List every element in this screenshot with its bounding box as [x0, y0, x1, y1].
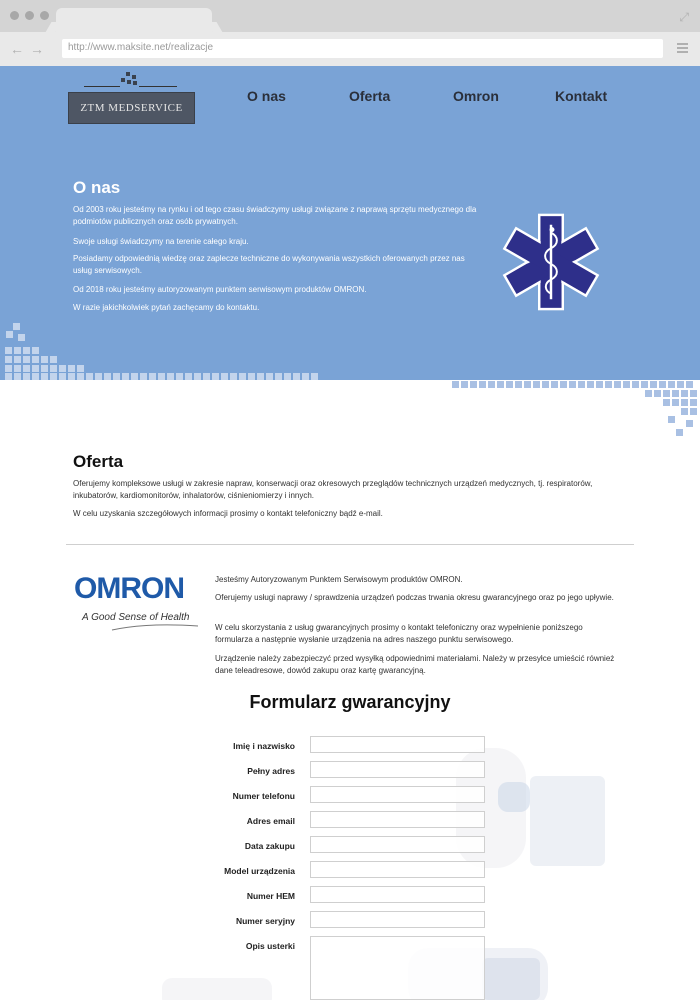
device-image-bottom-left	[162, 978, 272, 1000]
textarea-fault-description[interactable]	[310, 936, 485, 1000]
about-paragraph-4: Od 2018 roku jesteśmy autoryzowanym punktem serwisowym produktów OMRON.	[73, 285, 367, 294]
about-heading: O nas	[73, 178, 121, 197]
about-paragraph-3: Posiadamy odpowiednią wiedzę oraz zaplecze techniczne do wykonywania wszystkich oferowanych przez nas usług serwisowych.	[73, 254, 465, 275]
about-paragraph-5: W razie jakichkolwiek pytań zachęcamy do kontaktu.	[73, 303, 260, 312]
forward-arrow-icon[interactable]: →	[30, 41, 44, 57]
label-device-model: Model urządzenia	[224, 866, 295, 876]
label-purchase-date: Data zakupu	[244, 841, 295, 851]
form-title: Formularz gwarancyjny	[249, 692, 451, 712]
browser-tab[interactable]	[56, 8, 212, 34]
logo-squares-icon	[121, 72, 139, 86]
site-logo[interactable]: ZTM MEDSERVICE	[68, 92, 195, 124]
back-arrow-icon[interactable]: ←	[10, 41, 24, 57]
logo-line-left	[84, 86, 120, 87]
input-purchase-date[interactable]	[310, 836, 485, 853]
nav-link-omron[interactable]: Omron	[453, 88, 499, 104]
label-serial-number: Numer seryjny	[235, 916, 295, 926]
offer-heading: Oferta	[73, 452, 124, 471]
offer-paragraph-1: Oferujemy kompleksowe usługi w zakresie napraw, konserwacji oraz okresowych przeglądów technicznych urządzeń medycznych, tj. respiratorów, inkubatorów, kardiomonitorów, inhalatorów, ciśnieniomierzy i innych.	[73, 479, 593, 500]
address-bar[interactable]: http://www.maksite.net/realizacje	[62, 39, 663, 58]
maximize-window-dot[interactable]	[40, 11, 49, 20]
input-device-model[interactable]	[310, 861, 485, 878]
label-hem-number: Numer HEM	[246, 891, 295, 901]
nav-link-o-nas[interactable]: O nas	[247, 88, 286, 104]
nav-link-oferta[interactable]: Oferta	[349, 88, 391, 104]
about-paragraph-2: Swoje usługi świadczymy na terenie całego kraju.	[73, 237, 249, 246]
label-fault-description: Opis usterki	[245, 941, 295, 951]
label-address: Pełny adres	[247, 766, 295, 776]
label-email: Adres email	[246, 816, 295, 826]
hamburger-menu-icon[interactable]	[677, 43, 688, 53]
input-serial-number[interactable]	[310, 911, 485, 928]
minimize-window-dot[interactable]	[25, 11, 34, 20]
nav-link-kontakt[interactable]: Kontakt	[555, 88, 608, 104]
omron-paragraph-2: Oferujemy usługi naprawy / sprawdzenia urządzeń podczas trwania okresu gwarancyjnego oraz po jego upływie.	[215, 593, 614, 602]
omron-paragraph-1: Jesteśmy Autoryzowanym Punktem Serwisowym produktów OMRON.	[215, 575, 463, 584]
input-phone[interactable]	[310, 786, 485, 803]
omron-paragraph-3: W celu skorzystania z usług gwarancyjnych prosimy o kontakt telefoniczny oraz wypełnienie poniższego formularza a następnie wysłanie urządzenia na adres naszego punktu serwisowego.	[215, 623, 583, 644]
section-divider	[66, 544, 634, 545]
about-paragraph-1: Od 2003 roku jesteśmy na rynku i od tego czasu świadczymy usługi związane z naprawą sprzętu medycznego dla podmiotów publicznych oraz osób prywatnych.	[73, 205, 477, 226]
logo-line-right	[139, 86, 177, 87]
input-address[interactable]	[310, 761, 485, 778]
omron-paragraph-4: Urządzenie należy zabezpieczyć przed wysyłką odpowiednimi materiałami. Należy w przesyłce umieścić również dane teleadresowe, dowód zakupu oraz kartę gwarancyjną.	[215, 654, 615, 675]
star-of-life-icon	[500, 210, 602, 314]
omron-logo-tagline: A Good Sense of Health	[82, 612, 190, 623]
window-controls	[10, 11, 49, 20]
omron-logo-word: OMRON	[74, 572, 184, 605]
close-window-dot[interactable]	[10, 11, 19, 20]
input-full-name[interactable]	[310, 736, 485, 753]
input-email[interactable]	[310, 811, 485, 828]
expand-icon[interactable]: ⤢	[679, 10, 689, 24]
label-phone: Numer telefonu	[232, 791, 295, 801]
input-hem-number[interactable]	[310, 886, 485, 903]
omron-logo	[74, 572, 200, 634]
offer-paragraph-2: W celu uzyskania szczegółowych informacji prosimy o kontakt telefoniczny bądź e-mail.	[73, 509, 383, 518]
omron-swoosh-icon	[110, 622, 200, 632]
label-full-name: Imię i nazwisko	[233, 741, 295, 751]
